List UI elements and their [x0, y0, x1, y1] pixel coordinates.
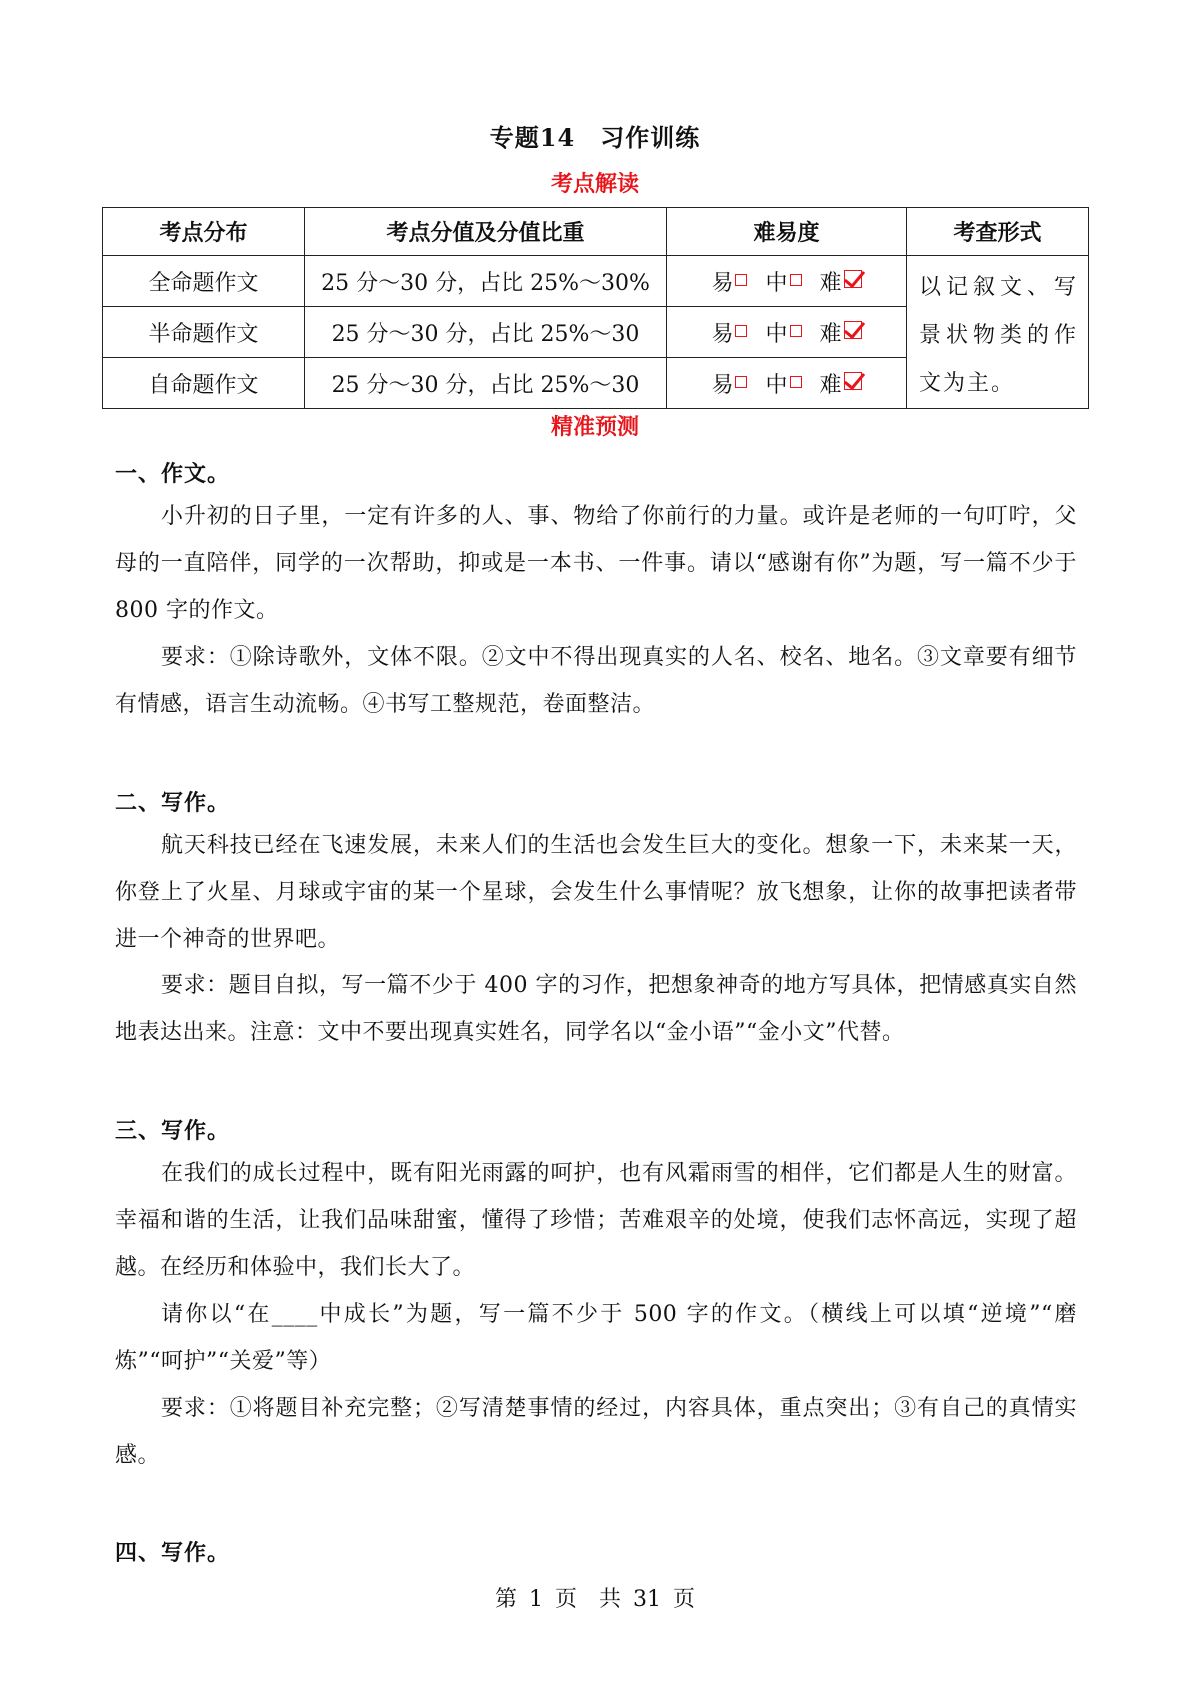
- medium-label: 中: [765, 321, 788, 347]
- unchecked-box-icon: [735, 325, 747, 337]
- easy-label: 易: [711, 321, 734, 347]
- question-2-heading: 二、写作。: [115, 790, 231, 816]
- total-pages: 31: [633, 1587, 661, 1612]
- difficulty-cell: [667, 307, 907, 358]
- table-header-row: [103, 208, 1089, 256]
- topic-cell: 自命题作文: [103, 358, 305, 409]
- unchecked-box-icon: [790, 274, 802, 286]
- table-header: 难易度: [667, 208, 907, 256]
- topic-cell: 全命题作文: [103, 256, 305, 307]
- section-title-predict: 精准预测: [550, 414, 639, 440]
- page-suffix: 页: [673, 1587, 696, 1612]
- checked-box-icon: [844, 270, 862, 288]
- question-1-heading: 一、作文。: [115, 461, 231, 487]
- question-3-heading: 三、写作。: [115, 1118, 231, 1144]
- hard-label: 难: [819, 372, 842, 398]
- hard-label: 难: [819, 270, 842, 296]
- question-4-heading: 四、写作。: [115, 1540, 231, 1566]
- difficulty-cell: [667, 358, 907, 409]
- page-footer: [0, 1582, 1190, 1613]
- question-3-requirements: 要求：①将题目补充完整；②写清楚事情的经过，内容具体，重点突出；③有自己的真情实感。: [115, 1396, 1077, 1468]
- question-3-prompt: 在我们的成长过程中，既有阳光雨露的呵护，也有风霜雨雪的相伴，它们都是人生的财富。幸福和谐的生活，让我们品味甜蜜，懂得了珍惜；苦难艰辛的处境，使我们志怀高远，实现了超越。在经历和体验中，我们长大了。: [115, 1161, 1077, 1280]
- easy-label: 易: [711, 270, 734, 296]
- score-cell: 25 分～30 分，占比 25%～30: [305, 307, 667, 358]
- unchecked-box-icon: [735, 274, 747, 286]
- medium-label: 中: [765, 270, 788, 296]
- question-1-prompt: 小升初的日子里，一定有许多的人、事、物给了你前行的力量。或许是老师的一句叮咛，父母的一直陪伴，同学的一次帮助，抑或是一本书、一件事。请以“感谢有你”为题，写一篇不少于 800 字的作文。: [115, 504, 1077, 623]
- checked-box-icon: [844, 321, 862, 339]
- checked-box-icon: [844, 372, 862, 390]
- score-cell: 25 分～30 分，占比 25%～30%: [305, 256, 667, 307]
- table-header: 考点分值及分值比重: [305, 208, 667, 256]
- table-header: 考点分布: [103, 208, 305, 256]
- easy-label: 易: [711, 372, 734, 398]
- medium-label: 中: [765, 372, 788, 398]
- question-3-title-instruction: 请你以“在____中成长”为题，写一篇不少于 500 字的作文。（横线上可以填“逆境”“磨炼”“呵护”“关爱”等）: [115, 1302, 1077, 1374]
- page-mid: 页 共: [554, 1587, 621, 1612]
- exam-points-table: [102, 207, 1089, 409]
- question-2-prompt: 航天科技已经在飞速发展，未来人们的生活也会发生巨大的变化。想象一下，未来某一天，你登上了火星、月球或宇宙的某一个星球，会发生什么事情呢？放飞想象，让你的故事把读者带进一个神奇的世界吧。: [115, 833, 1077, 952]
- question-2-requirements: 要求：题目自拟，写一篇不少于 400 字的习作，把想象神奇的地方写具体，把情感真实自然地表达出来。注意：文中不要出现真实姓名，同学名以“金小语”“金小文”代替。: [115, 973, 1077, 1045]
- exam-form-cell: 以记叙文、写景状物类的作文为主。: [907, 256, 1089, 409]
- score-cell: 25 分～30 分，占比 25%～30: [305, 358, 667, 409]
- unchecked-box-icon: [790, 325, 802, 337]
- page-title: 专题14 习作训练: [489, 123, 701, 152]
- page-prefix: 第: [494, 1587, 517, 1612]
- unchecked-box-icon: [790, 376, 802, 388]
- question-1-requirements: 要求：①除诗歌外，文体不限。②文中不得出现真实的人名、校名、地名。③文章要有细节有情感，语言生动流畅。④书写工整规范，卷面整洁。: [115, 645, 1077, 717]
- hard-label: 难: [819, 321, 842, 347]
- page-number: 1: [528, 1587, 543, 1612]
- difficulty-cell: [667, 256, 907, 307]
- section-title-read: 考点解读: [550, 171, 639, 197]
- topic-cell: 半命题作文: [103, 307, 305, 358]
- table-header: 考查形式: [907, 208, 1089, 256]
- unchecked-box-icon: [735, 376, 747, 388]
- table-row: [103, 256, 1089, 307]
